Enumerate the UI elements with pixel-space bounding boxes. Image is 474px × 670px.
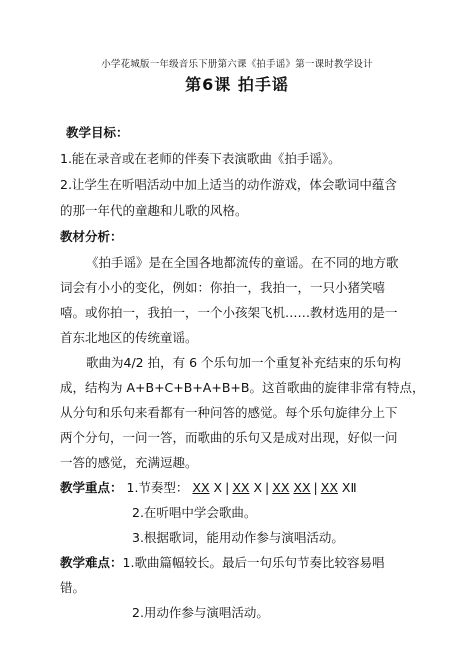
bar-line: | [265, 480, 270, 495]
analysis-line-2: 词会有小小的变化，例如：你拍一，我拍一，一只小猪笑嘻 [60, 280, 386, 295]
rhythm-note: X [253, 480, 263, 495]
rhythm-note: XⅡ [341, 480, 357, 495]
difficulties-heading: 教学难点： [60, 555, 123, 570]
difficulty-1-cont: 错。 [60, 580, 86, 595]
key-points-heading: 教学重点： [60, 480, 123, 495]
rhythm-note: XX [192, 480, 210, 495]
analysis-line-5: 歌曲为4/2 拍，有 6 个乐句加一个重复补充结束的乐句构 [86, 355, 401, 370]
rhythm-note: XX [232, 480, 250, 495]
analysis-heading: 教材分析： [60, 229, 123, 244]
analysis-line-3: 嘻。或你拍一，我拍一，一个小孩架飞机……教材选用的是一 [60, 305, 398, 320]
analysis-line-8: 两个分句，一问一答，而歌曲的乐句又是成对出现，好似一问 [60, 430, 398, 445]
goals-heading: 教学目标： [66, 125, 129, 140]
rhythm-note: X [213, 480, 223, 495]
difficulties-row-1 [60, 554, 430, 571]
goal-line-3: 的那一年代的童趣和儿歌的风格。 [60, 203, 248, 218]
difficulty-2: 2.用动作参与演唱活动。 [132, 605, 269, 620]
document-subtitle: 小学花城版一年级音乐下册第六课《拍手谣》第一课时教学设计 [101, 59, 373, 70]
analysis-line-7: 从分句和乐句来看都有一种问答的感觉。每个乐句旋律分上下 [60, 405, 398, 420]
rhythm-note: XX [293, 480, 311, 495]
key-point-3: 3.根据歌词，能用动作参与演唱活动。 [132, 530, 344, 545]
rhythm-note: XX [320, 480, 338, 495]
bar-line: | [313, 480, 318, 495]
document-title: 第6课 拍手谣 [185, 75, 289, 94]
goal-line-1: 1.能在录音或在老师的伴奏下表演歌曲《拍手谣》。 [60, 151, 341, 166]
analysis-line-4: 首东北地区的传统童谣。 [60, 330, 198, 345]
bar-line: | [225, 480, 230, 495]
analysis-line-1: 《拍手谣》是在全国各地都流传的童谣。在不同的地方歌 [86, 255, 399, 270]
analysis-line-9: 一答的感觉，充满逗趣。 [60, 455, 198, 470]
rhythm-note: XX [272, 480, 290, 495]
analysis-line-6: 成，结构为 A+B+C+B+A+B+B。这首歌曲的旋律非常有特点， [60, 380, 425, 395]
key-points-row-1 [60, 479, 430, 496]
goal-line-2: 2.让学生在听唱活动中加上适当的动作游戏，体会歌词中蕴含 [60, 177, 397, 192]
key-point-2: 2.在听唱中学会歌曲。 [132, 505, 257, 520]
difficulty-1: 1.歌曲篇幅较长。最后一句乐句节奏比较容易唱 [122, 555, 385, 570]
rhythm-label: 1.节奏型： [126, 480, 189, 495]
